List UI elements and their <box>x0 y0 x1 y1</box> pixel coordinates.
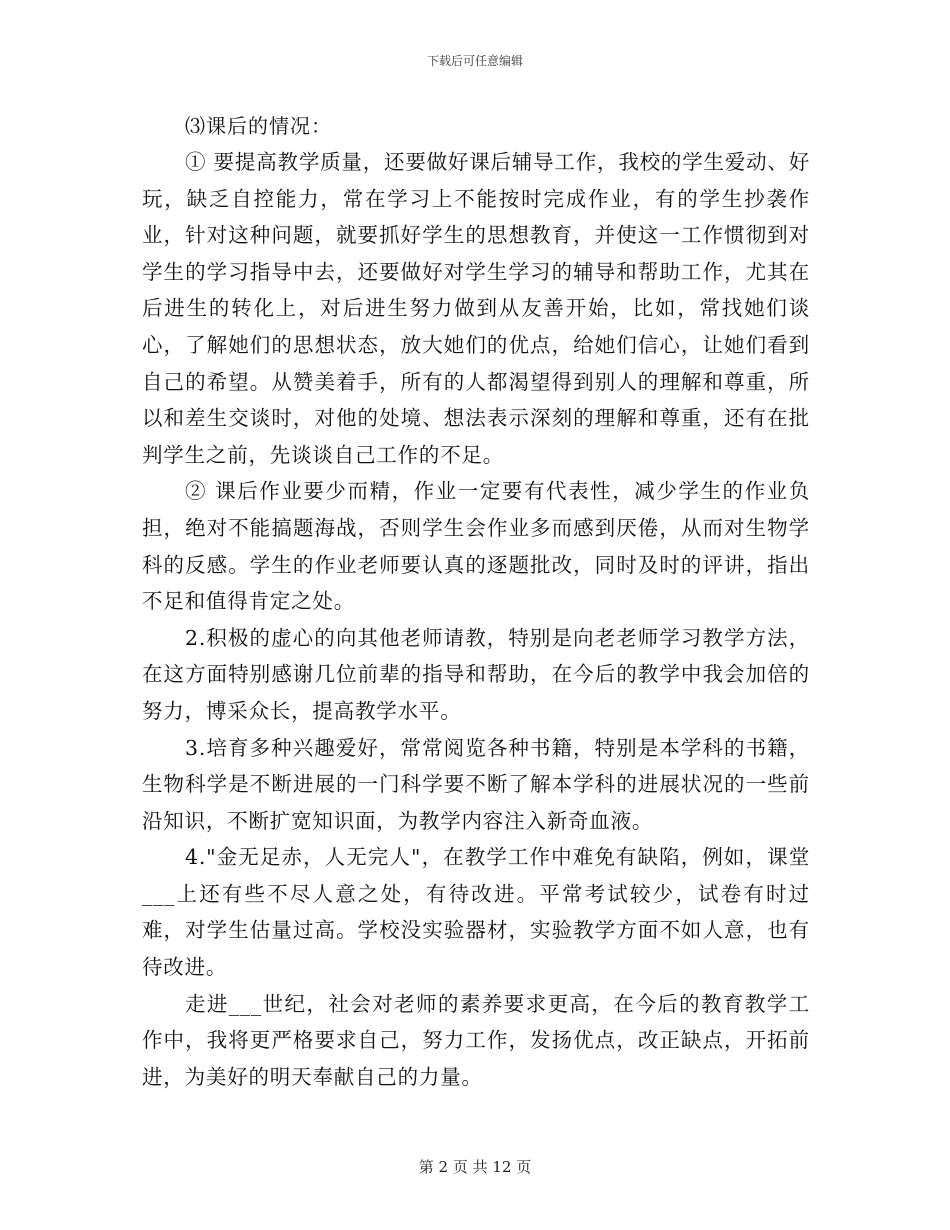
paragraph-learn-from-peers: 2.积极的虚心的向其他老师请教，特别是向老老师学习教学方法，在这方面特别感谢几位前辈的指导和帮助，在今后的教学中我会加倍的努力，博采众长，提高教学水平。 <box>142 625 810 723</box>
paragraph-conclusion: 走进___世纪，社会对老师的素养要求更高，在今后的教育教学工作中，我将更严格要求自己，努力工作，发扬优点，改正缺点，开拓前进，为美好的明天奉献自己的力量。 <box>142 991 810 1089</box>
document-body <box>142 108 810 1095</box>
paragraph-homework-load: ② 课后作业要少而精，作业一定要有代表性，减少学生的作业负担，绝对不能搞题海战，否则学生会作业多而感到厌倦，从而对生物学科的反感。学生的作业老师要认真的逐题批改，同时及时的评讲，指出不足和值得肯定之处。 <box>142 479 810 614</box>
page-header: 下载后可任意编辑 <box>426 54 523 68</box>
paragraph-interests-reading: 3.培育多种兴趣爱好，常常阅览各种书籍，特别是本学科的书籍，生物科学是不断进展的一门科学要不断了解本学科的进展状况的一些前沿知识，不断扩宽知识面，为教学内容注入新奇血液。 <box>142 735 810 833</box>
paragraph-homework-tutoring: ① 要提高教学质量，还要做好课后辅导工作，我校的学生爱动、好玩，缺乏自控能力，常在学习上不能按时完成作业，有的学生抄袭作业，针对这种问题，就要抓好学生的思想教育，并使这一工作惯彻到对学生的学习指导中去，还要做好对学生学习的辅导和帮助工作，尤其在后进生的转化上，对后进生努力做到从友善开始，比如，常找她们谈心，了解她们的思想状态，放大她们的优点，给她们信心，让她们看到自己的希望。从赞美着手，所有的人都渴望得到别人的理解和尊重，所以和差生交谈时，对他的处境、想法表示深刻的理解和尊重，还有在批判学生之前，先谈谈自己工作的不足。 <box>142 150 811 467</box>
page-footer: 第 2 页 共 12 页 <box>418 1158 532 1176</box>
paragraph-shortcomings: 4."金无足赤，人无完人"，在教学工作中难免有缺陷，例如，课堂___上还有些不尽人意之处，有待改进。平常考试较少，试卷有时过难，对学生估量过高。学校没实验器材，实验教学方面不如人意，也有待改进。 <box>142 845 810 980</box>
section-title: ⑶课后的情况： <box>185 114 332 138</box>
